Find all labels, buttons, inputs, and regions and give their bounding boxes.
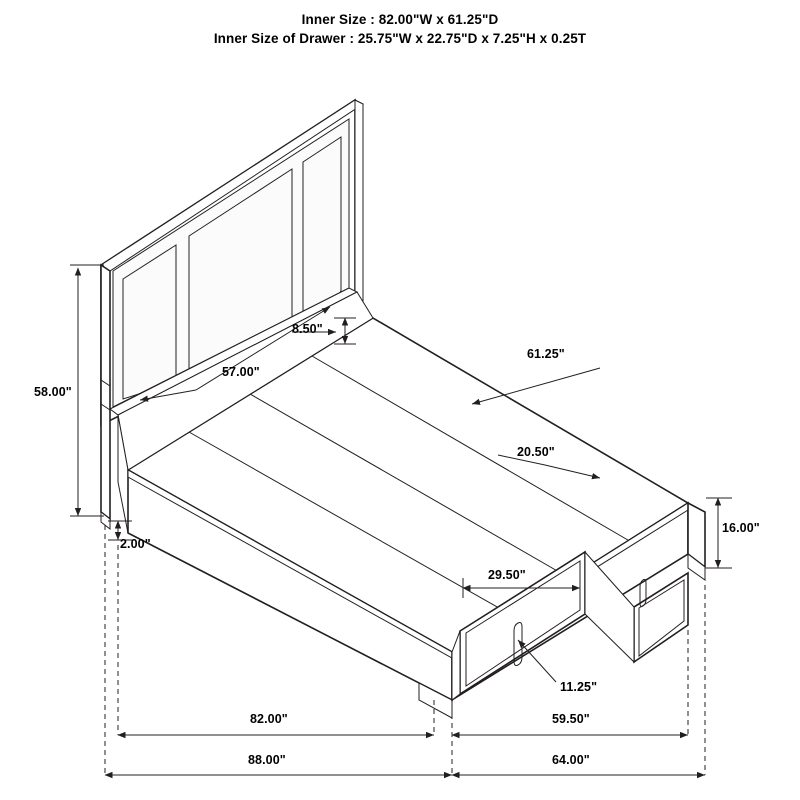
label-drawer-height: 11.25" [560,680,598,694]
label-inner-length: 82.00" [250,712,288,726]
label-headboard-rail: 8.50" [292,322,323,336]
inner-size-drawer-note: Inner Size of Drawer : 25.75"W x 22.75"D x 7.25"H x 0.25T [213,31,587,46]
dim-platform-depth [472,368,600,404]
label-headboard-panel-width: 57.00" [222,365,260,379]
label-floor-clearance: 2.00" [120,537,151,551]
label-overall-length: 88.00" [248,753,286,767]
label-side-rail-height: 16.00" [722,521,760,535]
label-headboard-height: 58.00" [34,385,72,399]
inner-size-note: Inner Size : 82.00"W x 61.25"D [301,12,499,27]
label-platform-side: 20.50" [517,445,555,459]
dim-headboard-height [70,265,104,516]
label-inner-width: 59.50" [552,712,590,726]
label-platform-depth: 61.25" [527,347,565,361]
label-drawer-width: 29.50" [488,568,526,582]
label-overall-width: 64.00" [552,753,590,767]
